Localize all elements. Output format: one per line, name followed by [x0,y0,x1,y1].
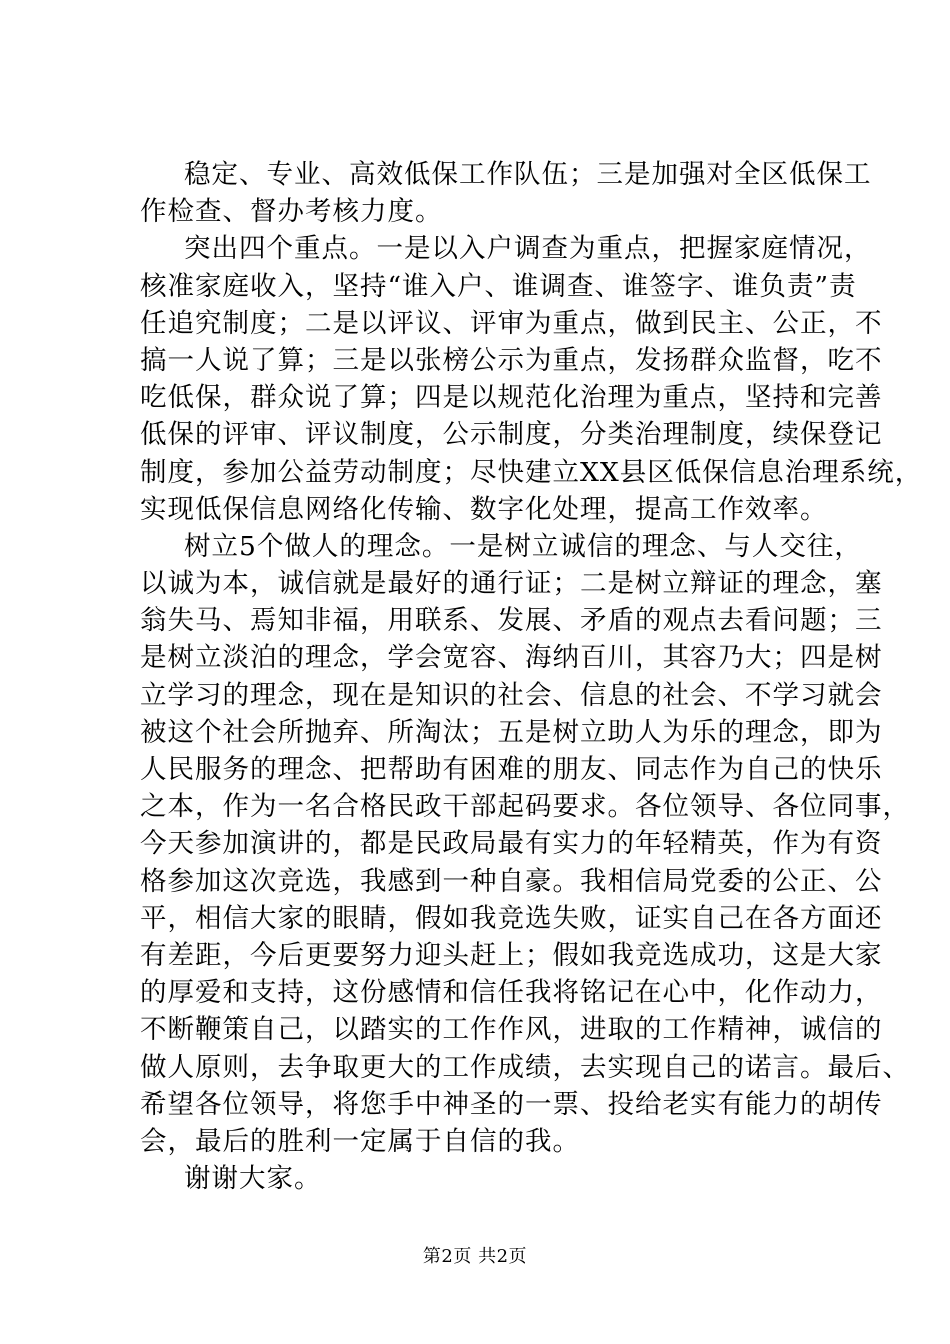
text-line: 制度，参加公益劳动制度；尽快建立XX县区低保信息治理系统， [140,456,923,488]
text-line: 今天参加演讲的，都是民政局最有实力的年轻精英，作为有资 [140,828,883,860]
text-line: 稳定、专业、高效低保工作队伍；三是加强对全区低保工 [184,159,872,190]
text-line: 核准家庭收入，坚持“谁入户、谁调查、谁签字、谁负责”责 [140,270,857,302]
text-line: 翁失马、焉知非福，用联系、发展、矛盾的观点去看问题；三 [140,605,883,637]
text-line: 会，最后的胜利一定属于自信的我。 [140,1125,580,1157]
closing-line: 谢谢大家。 [184,1163,322,1195]
text-line: 平，相信大家的眼睛，假如我竞选失败，证实自己在各方面还 [140,902,883,934]
text-line: 做人原则，去争取更大的工作成绩，去实现自己的诺言。最后、 [140,1051,910,1083]
text-line: 希望各位领导，将您手中神圣的一票、投给老实有能力的胡传 [140,1088,883,1120]
text-line: 的厚爱和支持，这份感情和信任我将铭记在心中，化作动力， [140,977,883,1009]
document-body [140,156,923,1197]
text-line: 搞一人说了算；三是以张榜公示为重点，发扬群众监督，吃不 [140,344,883,376]
text-line: 立学习的理念，现在是知识的社会、信息的社会、不学习就会 [140,679,883,711]
text-line: 不断鞭策自己，以踏实的工作作风，进取的工作精神，诚信的 [140,1014,883,1046]
text-line: 实现低保信息网络化传输、数字化处理，提高工作效率。 [140,493,828,525]
text-line: 低保的评审、评议制度，公示制度，分类治理制度，续保登记 [140,419,883,451]
text-line: 之本，作为一名合格民政干部起码要求。各位领导、各位同事， [140,791,910,823]
paragraph-start-line: 突出四个重点。一是以入户调查为重点，把握家庭情况， [184,233,872,265]
text-line: 吃低保，群众说了算；四是以规范化治理为重点，坚持和完善 [140,382,883,414]
text-line: 格参加这次竞选，我感到一种自豪。我相信局党委的公正、公 [140,865,883,897]
text-line: 有差距，今后更要努力迎头赶上；假如我竞选成功，这是大家 [140,939,883,971]
text-line: 任追究制度；二是以评议、评审为重点，做到民主、公正，不 [140,307,883,339]
paragraph-start-line: 树立5个做人的理念。一是树立诚信的理念、与人交往， [184,530,862,562]
text-line: 以诚为本，诚信就是最好的通行证；二是树立辩证的理念，塞 [140,568,883,600]
page-footer [0,1246,950,1268]
text-line: 被这个社会所抛弃、所淘汰；五是树立助人为乐的理念，即为 [140,716,883,748]
text-line: 人民服务的理念、把帮助有困难的朋友、同志作为自己的快乐 [140,754,883,785]
text-line: 是树立淡泊的理念，学会宽容、海纳百川，其容乃大；四是树 [140,642,883,674]
text-line: 作检查、督办考核力度。 [140,196,443,228]
page-number-label: 第2页 共2页 [422,1246,528,1267]
